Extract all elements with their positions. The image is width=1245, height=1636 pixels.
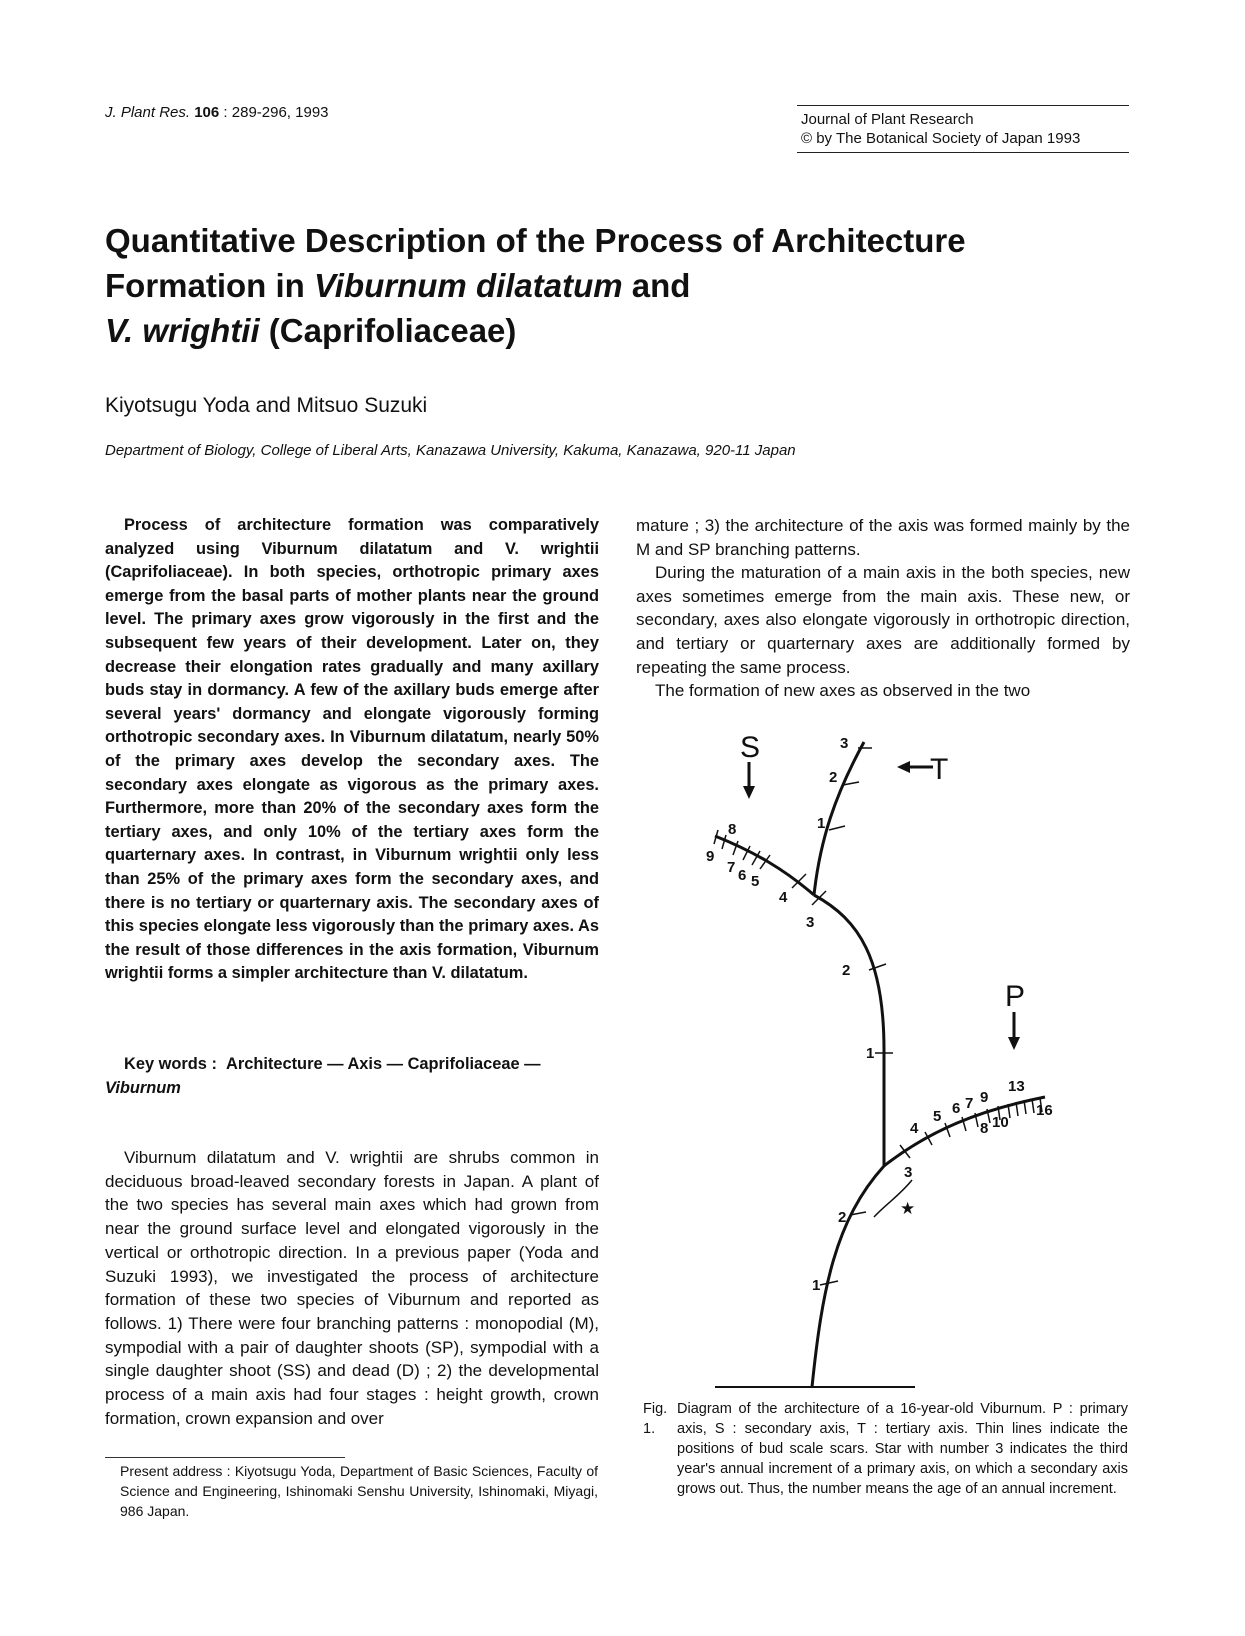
p-num-7: 7 xyxy=(965,1095,974,1112)
title-line-2: Formation in Viburnum dilatatum and xyxy=(105,267,691,304)
t-num-1: 1 xyxy=(817,815,826,832)
right-paragraph-3: The formation of new axes as observed in the two xyxy=(655,681,1031,701)
p-num-8: 8 xyxy=(980,1120,989,1137)
star-icon: ★ xyxy=(900,1199,916,1218)
journal-abbrev: J. Plant Res. xyxy=(105,104,191,121)
label-t: T xyxy=(930,753,949,786)
keywords-label: Key words : xyxy=(124,1055,217,1073)
label-s: S xyxy=(740,731,761,764)
p-num-16: 16 xyxy=(1036,1102,1053,1119)
s-num-4: 4 xyxy=(779,889,788,906)
right-paragraph-2: During the maturation of a main axis in the both species, new axes sometimes emerge from the main axis. These new, or secondary, axes also elongate vigorously in orthotropic direction, and tertiary or quarternary axes are additionally formed by repeating the same process. xyxy=(636,563,1130,677)
bud-scale-scars xyxy=(714,748,1042,1285)
affiliation: Department of Biology, College of Liberal Arts, Kanazawa University, Kakuma, Kanazawa, 920-11 Japan xyxy=(105,442,796,459)
s-num-7: 7 xyxy=(727,859,736,876)
s-num-9: 9 xyxy=(706,848,715,865)
p-num-2: 2 xyxy=(838,1209,847,1226)
label-p: P xyxy=(1005,980,1026,1013)
s-num-8: 8 xyxy=(728,821,737,838)
p-num-4: 4 xyxy=(910,1120,919,1137)
p-num-5: 5 xyxy=(933,1108,942,1125)
journal-name: Journal of Plant Research xyxy=(801,111,974,128)
keywords-genus: Viburnum xyxy=(105,1078,181,1097)
caption-text: Diagram of the architecture of a 16-year-old Viburnum. P : primary axis, S : secondary axis, T : tertiary axis. Thin lines indicate the positions of bud scale scars. Star with number 3 indicates the third year's annual increment of a primary axis, on which a secondary axis grows out. Thus, the number means the age of an annual increment. xyxy=(677,1401,1128,1497)
p-num-3: 3 xyxy=(904,1164,913,1181)
intro-text: Viburnum dilatatum and V. wrightii are shrubs common in deciduous broad-leaved secondary forests in Japan. A plant of the two species has several main axes which had grown from near the ground surface level and elongated vigorously in the vertical or orthotropic direction. In a previous paper (Yoda and Suzuki 1993), we investigated the process of architecture formation of these two species of Viburnum and reported as follows. 1) There were four branching patterns : monopodial (M), sympodial with a pair of daughter shoots (SP), sympodial with a single daughter shoot (SS) and dead (D) ; 2) the developmental process of a main axis had four stages : height growth, crown formation, crown expansion and over xyxy=(105,1148,599,1428)
keywords-terms: Architecture — Axis — Caprifoliaceae — xyxy=(226,1055,541,1073)
s-num-6: 6 xyxy=(738,867,747,884)
arrow-s-head xyxy=(743,786,755,799)
arrow-p-head xyxy=(1008,1037,1020,1050)
right-paragraph-1: mature ; 3) the architecture of the axis was formed mainly by the M and SP branching patterns. xyxy=(636,516,1130,559)
volume: 106 xyxy=(194,104,220,121)
t-num-3: 3 xyxy=(840,735,849,752)
title-line-1: Quantitative Description of the Process of Architecture xyxy=(105,222,966,259)
figure-caption xyxy=(643,1399,1128,1499)
p-num-13: 13 xyxy=(1008,1078,1025,1095)
secondary-axis-numbers xyxy=(706,821,874,1062)
s-num-3: 3 xyxy=(806,914,815,931)
abstract-text: Process of architecture formation was comparatively analyzed using Viburnum dilatatum and V. wrightii (Caprifoliaceae). In both species, orthotropic primary axes emerge from the basal parts of mother plants near the ground level. The primary axes grow vigorously in the first and the subsequent few years of their development. Later on, they decrease their elongation rates gradually and many axillary buds stay in dormancy. A few of the axillary buds emerge after several years' dormancy and elongate vigorously forming orthotropic secondary axes. In Viburnum dilatatum, nearly 50% of the primary axes develop the secondary axes. The secondary axes elongate as vigorous as the primary axes. Furthermore, more than 20% of the secondary axes form the tertiary axes, and only 10% of the tertiary axes form the quarternary axes. In contrast, in Viburnum wrightii only less than 25% of the primary axes form the secondary axes, and there is no tertiary or quarternary axis. The secondary axes of this species elongate less vigorously than the primary axes. As the result of those differences in the axis formation, Viburnum wrightii forms a simpler architecture than V. dilatatum. xyxy=(105,516,599,983)
p-num-9: 9 xyxy=(980,1089,989,1106)
p-num-1: 1 xyxy=(812,1277,821,1294)
p-num-6: 6 xyxy=(952,1100,961,1117)
authors: Kiyotsugu Yoda and Mitsuo Suzuki xyxy=(105,394,428,417)
footnote: Present address : Kiyotsugu Yoda, Department of Basic Sciences, Faculty of Science and Engineering, Ishinomaki Senshu University, Ishinomaki, Miyagi, 986 Japan. xyxy=(120,1463,598,1519)
title-line-3: V. wrightii (Caprifoliaceae) xyxy=(105,312,517,349)
s-num-1: 1 xyxy=(866,1045,875,1062)
s-num-2: 2 xyxy=(842,962,851,979)
copyright: © by The Botanical Society of Japan 1993 xyxy=(801,130,1081,147)
p-num-10: 10 xyxy=(992,1114,1009,1131)
t-num-2: 2 xyxy=(829,769,838,786)
arrow-t-head xyxy=(897,761,910,773)
pages-year: : 289-296, 1993 xyxy=(223,104,329,121)
s-num-5: 5 xyxy=(751,873,760,890)
caption-label: Fig. 1. xyxy=(643,1401,668,1437)
